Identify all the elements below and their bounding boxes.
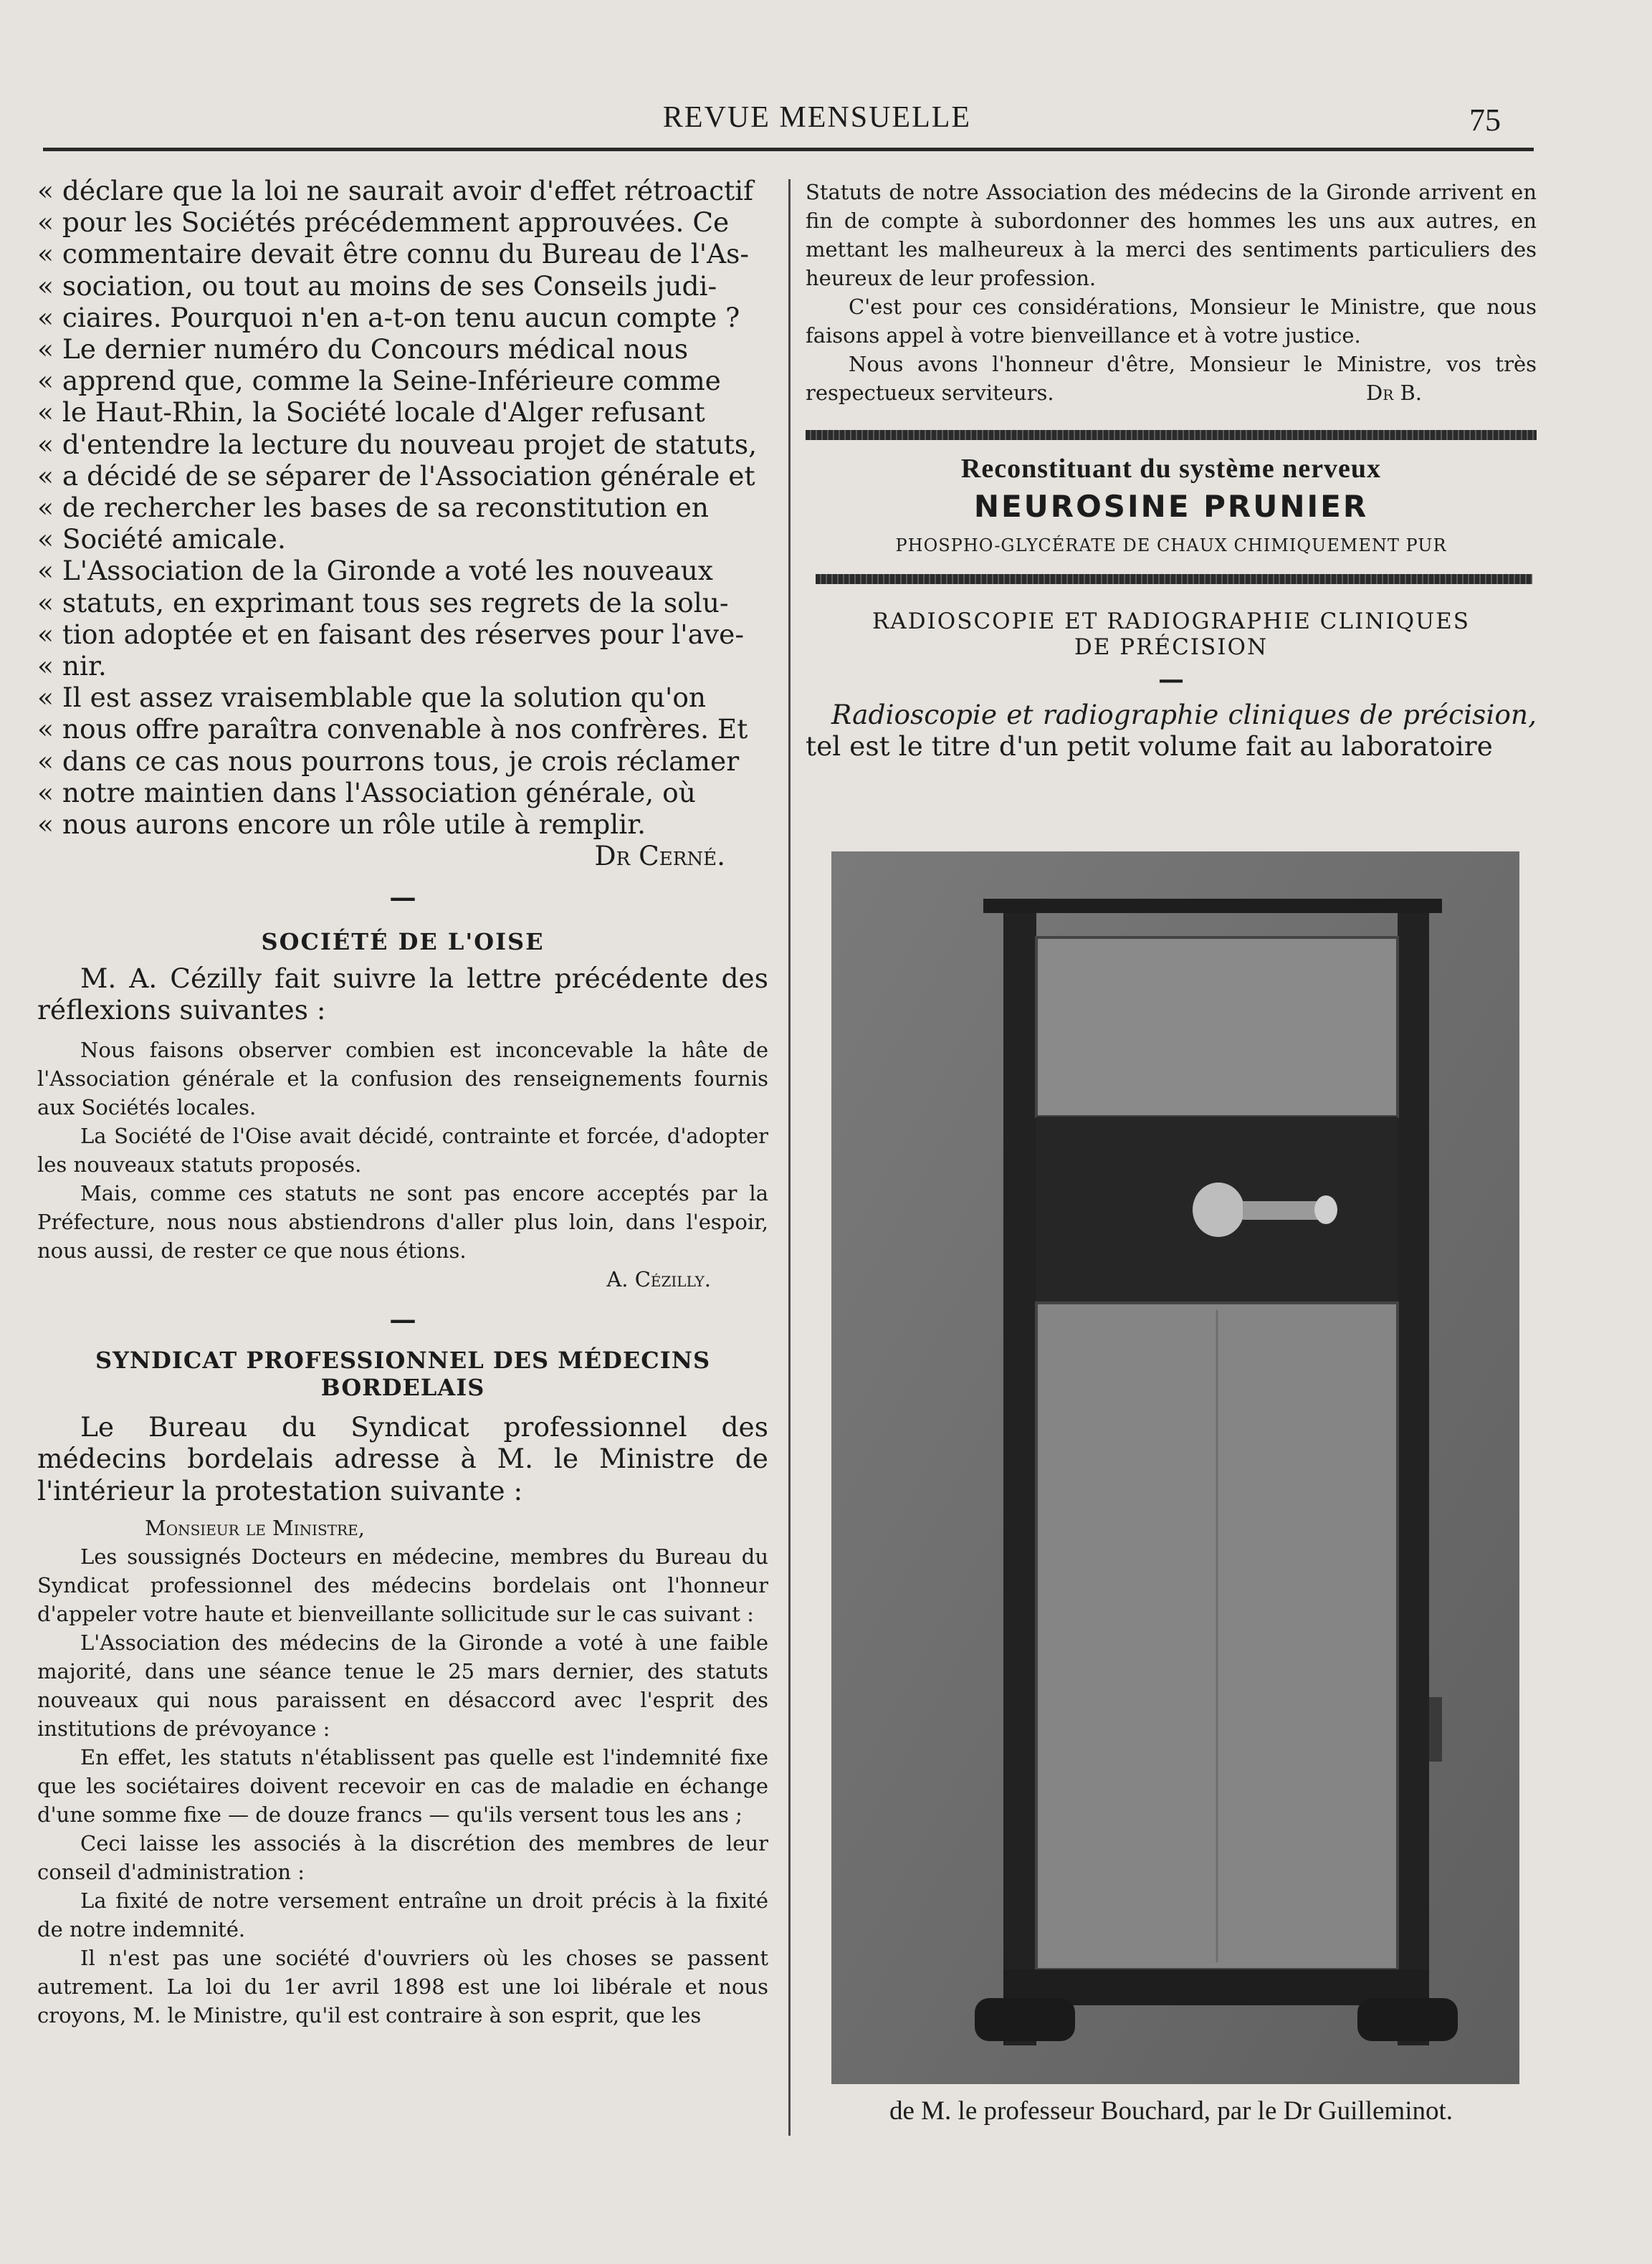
section-title-syndicat-2: BORDELAIS [320, 1374, 485, 1402]
protest-letter [37, 1542, 768, 2030]
letter-line: « sociation, ou tout au moins de ses Conseils judi- [37, 269, 717, 302]
letter-line: « tion adoptée et en faisant des réserves pour l'ave- [37, 618, 744, 650]
letter-line: « d'entendre la lecture du nouveau projet de statuts, [37, 428, 758, 460]
oise-text [37, 1036, 768, 1265]
protest-paragraph: La fixité de notre versement entraîne un droit précis à la fixité de notre indemnité. [37, 1888, 768, 1941]
separator-dash: — [389, 1304, 416, 1336]
radio-intro [806, 699, 1537, 762]
protest-paragraph: Il n'est pas une société d'ouvriers où les choses se passent autrement. La loi du 1er avril 1898 est une loi libérale et nous croyons, M. le Ministre, qu'il est contraire à son esprit, que les [37, 1945, 768, 2027]
ad-description: PHOSPHO-GLYCÉRATE DE CHAUX CHIMIQUEMENT PUR [895, 535, 1447, 555]
letter-line: « nous offre paraîtra convenable à nos confrères. Et [37, 713, 748, 745]
salutation: Monsieur le Ministre, [145, 1515, 365, 1540]
running-title: REVUE MENSUELLE [662, 101, 972, 134]
protest-paragraph: Nous avons l'honneur d'être, Monsieur le Ministre, vos très respectueux serviteurs. [806, 352, 1537, 405]
ad-top-rule [806, 430, 1537, 440]
letter-line: « notre maintien dans l'Association générale, où [37, 776, 696, 808]
protest-paragraph: L'Association des médecins de la Gironde a voté à une faible majorité, dans une séance tenue le 25 mars dernier, des statuts nouveaux qui nous paraissent en désaccord avec l'esprit des institutions de prévoyance : [37, 1630, 768, 1741]
oise-paragraph: La Société de l'Oise avait décidé, contrainte et forcée, d'adopter les nouveaux statuts proposés. [37, 1124, 768, 1178]
separator-dash: — [389, 882, 416, 914]
signature-dr-b: Dr B. [1365, 381, 1422, 405]
book-title: Radioscopie et radiographie cliniques de précision, [831, 699, 1537, 730]
radio-intro-text: tel est le titre d'un petit volume fait au laboratoire [806, 730, 1493, 763]
signature-cerne: Dr Cerné. [594, 840, 725, 872]
letter-line: « dans ce cas nous pourrons tous, je crois réclamer [37, 745, 740, 777]
apparatus-illustration [831, 851, 1519, 2084]
protest-paragraph: Les soussignés Docteurs en médecine, membres du Bureau du Syndicat professionnel des médecins bordelais ont l'honneur d'appeler votre haute et bienveillante sollicitude sur le cas suivant : [37, 1544, 768, 1626]
quoted-letter [37, 175, 768, 840]
oise-paragraph: Nous faisons observer combien est inconcevable la hâte de l'Association générale et la confusion des renseignements fournis aux Sociétés locales. [37, 1038, 768, 1120]
letter-line: « ciaires. Pourquoi n'en a-t-on tenu aucun compte ? [37, 301, 740, 333]
letter-line: « apprend que, comme la Seine-Inférieure comme [37, 365, 721, 397]
ad-product: NEUROSINE PRUNIER [973, 489, 1369, 524]
protest-paragraph: En effet, les statuts n'établissent pas quelle est l'indemnité fixe que les sociétaires doivent recevoir en cas de maladie en échange d'une somme fixe — de douze francs — qu'ils versent tous les ans ; [37, 1744, 768, 1827]
protest-paragraph: Statuts de notre Association des médecins de la Gironde arrivent en fin de compte à subordonner des hommes les uns aux autres, en mettant les malheureux à la merci des sentiments particuliers des heureux de leur profession. [806, 180, 1537, 290]
protest-paragraph: C'est pour ces considérations, Monsieur le Ministre, que nous faisons appel à votre bienveillance et à votre justice. [806, 295, 1537, 348]
letter-line: « a décidé de se séparer de l'Association générale et [37, 459, 755, 492]
oise-paragraph: Mais, comme ces statuts ne sont pas encore acceptés par la Préfecture, nous nous abstiendrons d'aller plus loin, dans l'espoir, nous aussi, de rester ce que nous étions. [37, 1181, 768, 1264]
letter-line: « nir. [37, 650, 107, 682]
letter-line: « Société amicale. [37, 523, 286, 555]
letter-line: « nous aurons encore un rôle utile à remplir. [37, 808, 646, 841]
page-number: 75 [1469, 102, 1501, 138]
photo-caption: de M. le professeur Bouchard, par le Dr Guilleminot. [889, 2096, 1453, 2126]
letter-line: « le Haut-Rhin, la Société locale d'Alger refusant [37, 396, 705, 429]
section-title-radio: RADIOSCOPIE ET RADIOGRAPHIE CLINIQUES [872, 608, 1471, 634]
ad-bottom-rule [816, 574, 1532, 584]
radiography-apparatus-photo [831, 851, 1519, 2084]
ad-tagline: Reconstituant du système nerveux [960, 454, 1382, 484]
oise-intro: M. A. Cézilly fait suivre la lettre précédente des réflexions suivantes : [37, 962, 768, 1026]
section-title-radio-2: DE PRÉCISION [1074, 634, 1269, 660]
protest-paragraph: Ceci laisse les associés à la discrétion des membres de leur conseil d'administration : [37, 1830, 768, 1884]
letter-line: « L'Association de la Gironde a voté les nouveaux [37, 555, 713, 587]
advertisement [806, 440, 1537, 555]
letter-line: « déclare que la loi ne saurait avoir d'effet rétroactif [37, 175, 754, 206]
syndicat-intro: Le Bureau du Syndicat professionnel des médecins bordelais adresse à M. le Ministre de l'intérieur la protestation suivante : [37, 1411, 768, 1506]
left-column [37, 175, 768, 2030]
signature-cezilly: A. Cézilly. [606, 1267, 711, 1292]
letter-line: « statuts, en exprimant tous ses regrets de la solu- [37, 586, 729, 618]
column-divider [788, 179, 791, 2136]
letter-line: « commentaire devait être connu du Bureau de l'As- [37, 238, 750, 270]
protest-continuation [806, 178, 1537, 407]
right-column [806, 178, 1537, 762]
section-title-oise: SOCIÉTÉ DE L'OISE [261, 927, 545, 955]
letter-line: « de rechercher les bases de sa reconstitution en [37, 492, 709, 524]
letter-line: « pour les Sociétés précédemment approuvées. Ce [37, 206, 730, 239]
letter-line: « Le dernier numéro du Concours médical nous [37, 333, 689, 366]
separator-dash: — [1158, 664, 1184, 694]
header-rule [43, 148, 1534, 151]
letter-line: « Il est assez vraisemblable que la solution qu'on [37, 682, 707, 714]
section-title-syndicat: SYNDICAT PROFESSIONNEL DES MÉDECINS [95, 1347, 711, 1375]
